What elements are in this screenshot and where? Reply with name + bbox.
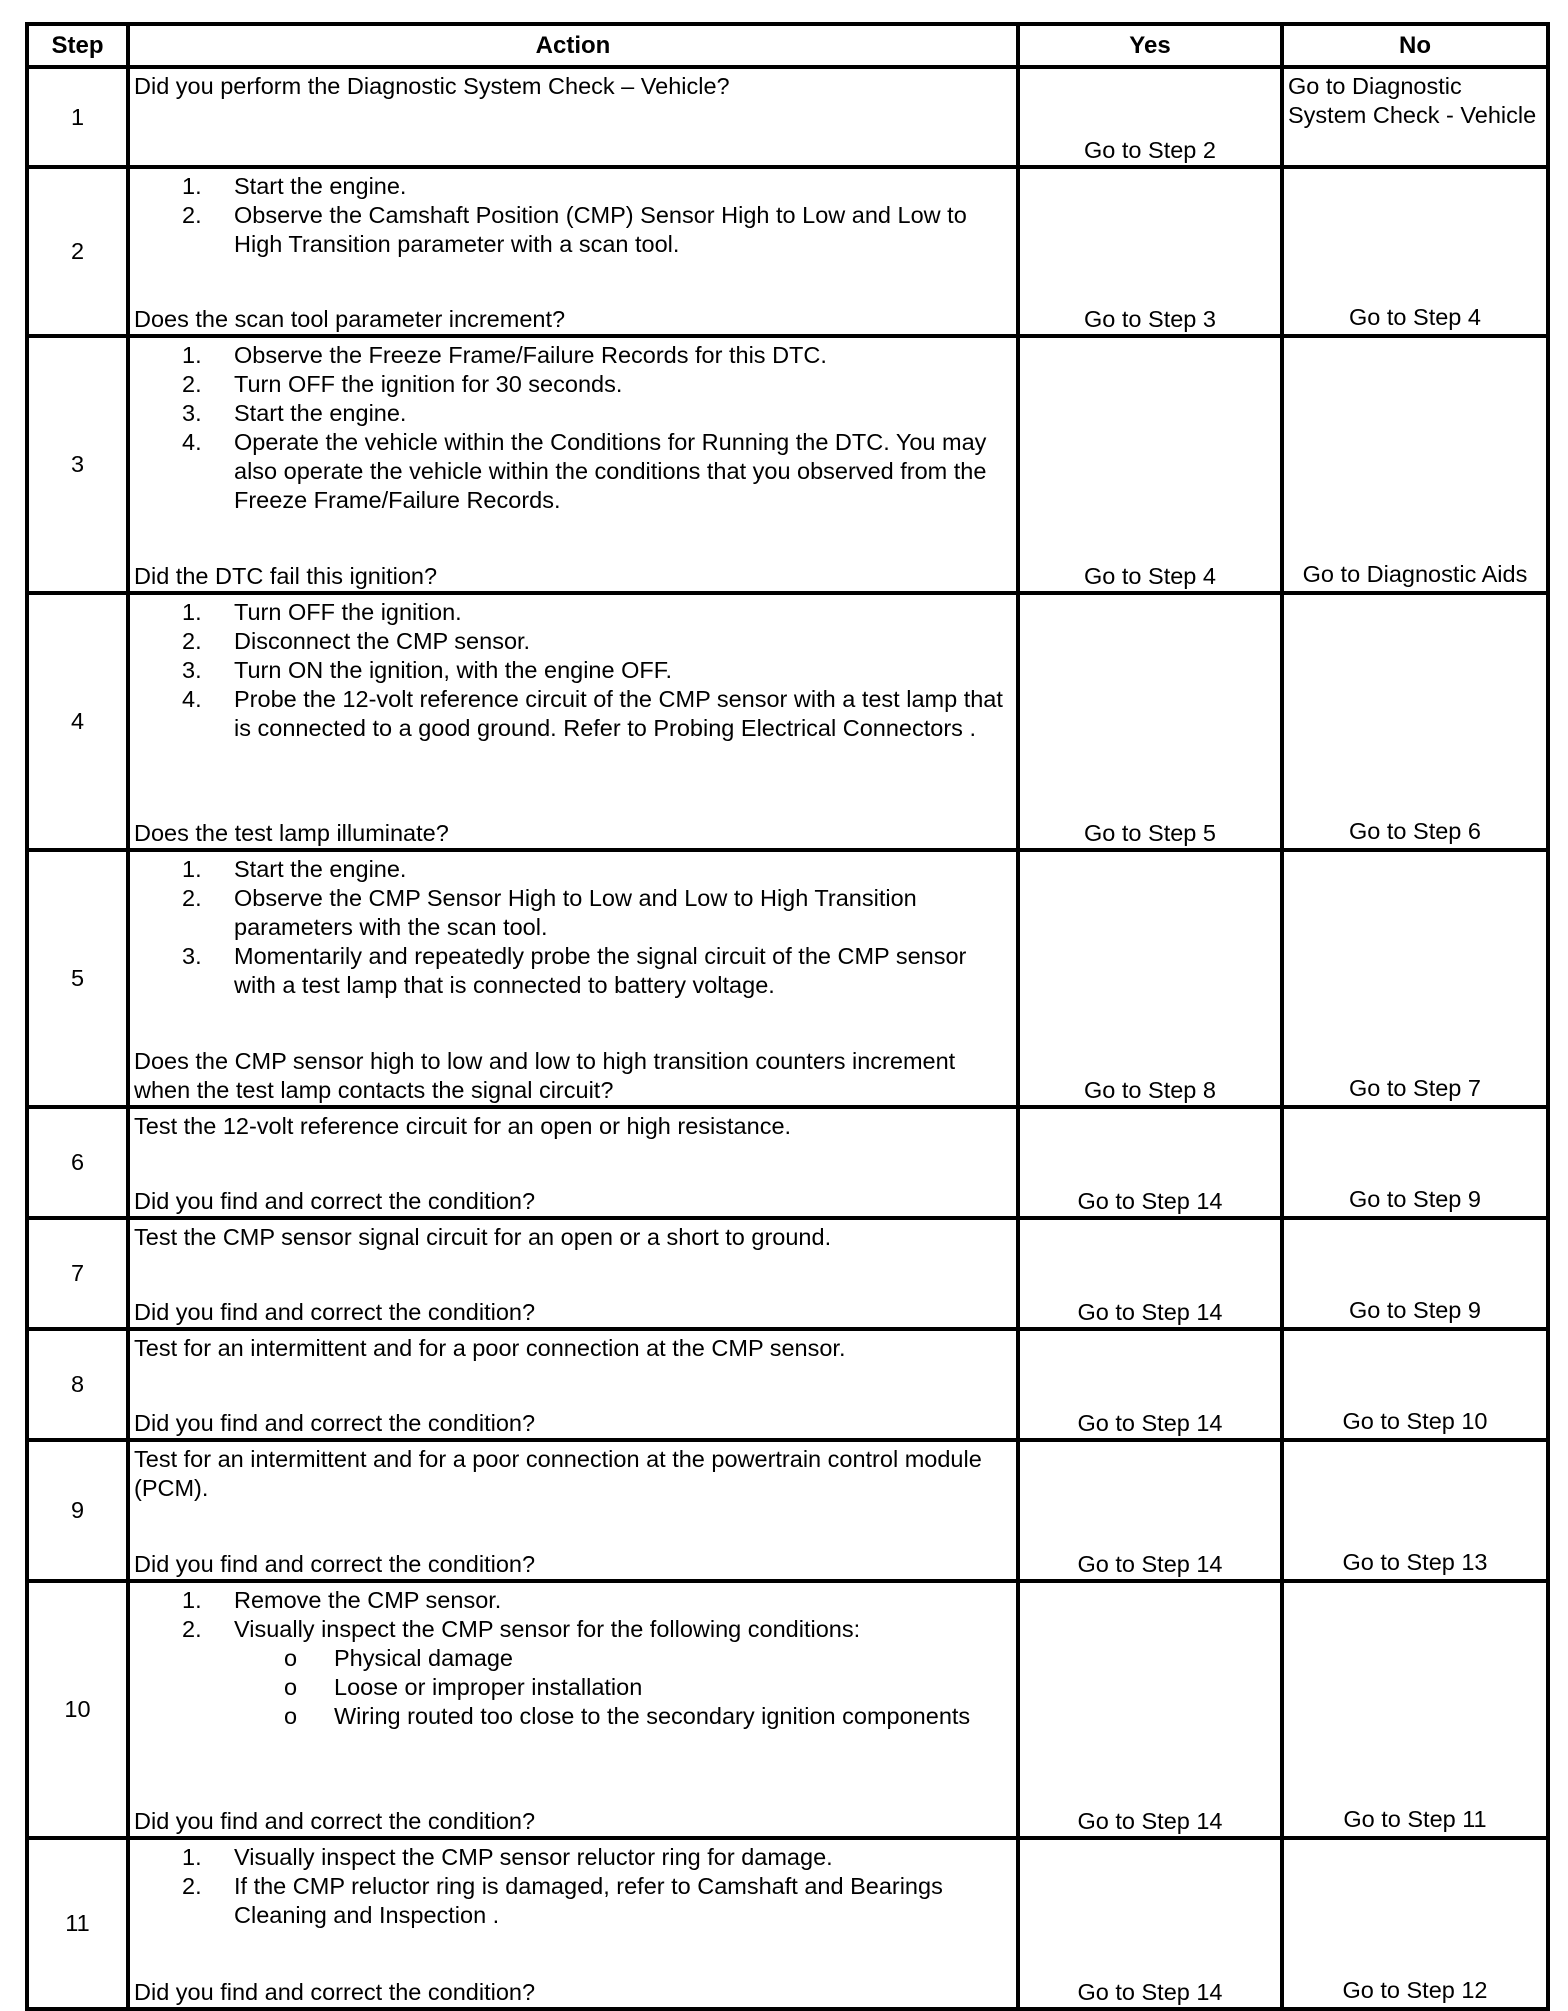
action-steps xyxy=(134,855,1008,1000)
step-item-number: 3. xyxy=(182,943,202,969)
step-item-text: Visually inspect the CMP sensor for the following conditions: xyxy=(234,1616,861,1642)
no-cell: Go to Step 9 xyxy=(1282,1107,1548,1218)
step-item-number: 1. xyxy=(182,1844,202,1870)
step-number: 9 xyxy=(27,1440,128,1581)
no-cell: Go to Step 11 xyxy=(1282,1581,1548,1838)
action-intro: Did you perform the Diagnostic System Check – Vehicle? xyxy=(134,73,730,99)
action-substep xyxy=(234,1644,1008,1673)
step-item-number: 4. xyxy=(182,686,202,712)
no-cell: Go to Step 10 xyxy=(1282,1329,1548,1440)
yes-cell: Go to Step 14 xyxy=(1018,1218,1282,1329)
step-number: 3 xyxy=(27,336,128,593)
step-number: 10 xyxy=(27,1581,128,1838)
action-step xyxy=(134,855,1008,884)
step-item-text: Turn OFF the ignition for 30 seconds. xyxy=(234,371,623,397)
step-item-number: 4. xyxy=(182,429,202,455)
action-cell xyxy=(128,1440,1018,1581)
step-number: 7 xyxy=(27,1218,128,1329)
bullet-icon: o xyxy=(284,1674,298,1700)
bullet-icon: o xyxy=(284,1703,298,1729)
action-cell xyxy=(128,1218,1018,1329)
substep-text: Loose or improper installation xyxy=(334,1674,643,1700)
action-cell xyxy=(128,167,1018,336)
step-item-text: Remove the CMP sensor. xyxy=(234,1587,502,1613)
action-intro: Test for an intermittent and for a poor connection at the powertrain control module (PCM). xyxy=(134,1446,982,1501)
step-item-text: Turn OFF the ignition. xyxy=(234,599,462,625)
action-cell xyxy=(128,67,1018,167)
action-question: Does the test lamp illuminate? xyxy=(134,820,449,846)
table-row xyxy=(27,1581,1548,1838)
action-question: Did you find and correct the condition? xyxy=(134,1551,536,1577)
step-number: 5 xyxy=(27,850,128,1107)
action-step xyxy=(134,1843,1008,1872)
action-step xyxy=(134,1872,1008,1930)
step-item-text: Start the engine. xyxy=(234,856,407,882)
step-item-number: 2. xyxy=(182,371,202,397)
yes-cell: Go to Step 2 xyxy=(1018,67,1282,167)
table-row xyxy=(27,1218,1548,1329)
step-item-text: Momentarily and repeatedly probe the signal circuit of the CMP sensor with a test lamp that is connected to battery voltage. xyxy=(234,943,967,998)
table-row xyxy=(27,1329,1548,1440)
action-cell xyxy=(128,336,1018,593)
step-item-number: 1. xyxy=(182,173,202,199)
step-item-text: Start the engine. xyxy=(234,400,407,426)
header-step: Step xyxy=(27,24,128,67)
action-step xyxy=(134,1586,1008,1615)
action-step xyxy=(134,942,1008,1000)
action-cell xyxy=(128,850,1018,1107)
step-item-text: Probe the 12-volt reference circuit of the CMP sensor with a test lamp that is connected to a good ground. Refer to Probing Electrical Connectors . xyxy=(234,686,1003,741)
step-number: 1 xyxy=(27,67,128,167)
bullet-icon: o xyxy=(284,1645,298,1671)
action-question: Did you find and correct the condition? xyxy=(134,1808,536,1834)
yes-cell: Go to Step 4 xyxy=(1018,336,1282,593)
table-row xyxy=(27,1440,1548,1581)
action-question: Did you find and correct the condition? xyxy=(134,1188,536,1214)
action-cell xyxy=(128,1581,1018,1838)
action-steps xyxy=(134,341,1008,515)
step-item-number: 2. xyxy=(182,628,202,654)
action-step xyxy=(134,428,1008,515)
action-steps xyxy=(134,1586,1008,1644)
action-question: Did you find and correct the condition? xyxy=(134,1979,536,2005)
step-item-text: Disconnect the CMP sensor. xyxy=(234,628,531,654)
action-question: Did you find and correct the condition? xyxy=(134,1410,536,1436)
action-question: Did you find and correct the condition? xyxy=(134,1299,536,1325)
table-row xyxy=(27,167,1548,336)
action-step xyxy=(134,656,1008,685)
substep-text: Physical damage xyxy=(334,1645,513,1671)
step-item-text: Visually inspect the CMP sensor reluctor ring for damage. xyxy=(234,1844,833,1870)
header-yes: Yes xyxy=(1018,24,1282,67)
step-number: 4 xyxy=(27,593,128,850)
step-item-text: Observe the CMP Sensor High to Low and Low to High Transition parameters with the scan tool. xyxy=(234,885,917,940)
step-item-number: 1. xyxy=(182,599,202,625)
table-row xyxy=(27,1838,1548,2009)
action-intro: Test the 12-volt reference circuit for an open or high resistance. xyxy=(134,1113,792,1139)
action-step xyxy=(134,1615,1008,1644)
step-item-number: 2. xyxy=(182,1873,202,1899)
table-row xyxy=(27,1107,1548,1218)
step-item-text: Start the engine. xyxy=(234,173,407,199)
step-item-text: Observe the Camshaft Position (CMP) Sensor High to Low and Low to High Transition parameter with a scan tool. xyxy=(234,202,967,257)
step-item-number: 1. xyxy=(182,1587,202,1613)
table-row xyxy=(27,850,1548,1107)
step-item-number: 3. xyxy=(182,657,202,683)
no-cell: Go to Diagnostic System Check - Vehicle xyxy=(1282,67,1548,167)
action-step xyxy=(134,685,1008,743)
action-step xyxy=(134,627,1008,656)
action-intro: Test the CMP sensor signal circuit for an open or a short to ground. xyxy=(134,1224,832,1250)
step-item-text: Observe the Freeze Frame/Failure Records for this DTC. xyxy=(234,342,827,368)
action-intro: Test for an intermittent and for a poor connection at the CMP sensor. xyxy=(134,1335,846,1361)
no-cell: Go to Step 7 xyxy=(1282,850,1548,1107)
no-cell: Go to Diagnostic Aids xyxy=(1282,336,1548,593)
step-item-text: Operate the vehicle within the Conditions for Running the DTC. You may also operate the vehicle within the conditions that you observed from the Freeze Frame/Failure Records. xyxy=(234,429,987,513)
step-item-number: 1. xyxy=(182,856,202,882)
header-row xyxy=(27,24,1548,67)
header-no: No xyxy=(1282,24,1548,67)
step-number: 6 xyxy=(27,1107,128,1218)
action-step xyxy=(134,201,1008,259)
action-step xyxy=(134,172,1008,201)
table-row xyxy=(27,593,1548,850)
table-row xyxy=(27,67,1548,167)
action-substeps xyxy=(134,1644,1008,1731)
action-step xyxy=(134,884,1008,942)
diagnostic-table xyxy=(25,22,1550,2011)
no-cell: Go to Step 13 xyxy=(1282,1440,1548,1581)
yes-cell: Go to Step 14 xyxy=(1018,1440,1282,1581)
action-step xyxy=(134,598,1008,627)
step-number: 11 xyxy=(27,1838,128,2009)
action-cell xyxy=(128,1838,1018,2009)
action-cell xyxy=(128,593,1018,850)
action-substep xyxy=(234,1702,1008,1731)
action-question: Does the CMP sensor high to low and low to high transition counters increment when the test lamp contacts the signal circuit? xyxy=(134,1048,956,1103)
yes-cell: Go to Step 5 xyxy=(1018,593,1282,850)
step-item-number: 2. xyxy=(182,1616,202,1642)
step-number: 8 xyxy=(27,1329,128,1440)
no-cell: Go to Step 12 xyxy=(1282,1838,1548,2009)
action-steps xyxy=(134,1843,1008,1930)
table-row xyxy=(27,336,1548,593)
action-cell xyxy=(128,1107,1018,1218)
step-item-text: Turn ON the ignition, with the engine OFF. xyxy=(234,657,673,683)
yes-cell: Go to Step 8 xyxy=(1018,850,1282,1107)
action-step xyxy=(134,341,1008,370)
no-cell: Go to Step 4 xyxy=(1282,167,1548,336)
step-item-number: 3. xyxy=(182,400,202,426)
yes-cell: Go to Step 3 xyxy=(1018,167,1282,336)
action-step xyxy=(134,399,1008,428)
action-question: Did the DTC fail this ignition? xyxy=(134,563,438,589)
no-cell: Go to Step 9 xyxy=(1282,1218,1548,1329)
action-cell xyxy=(128,1329,1018,1440)
yes-cell: Go to Step 14 xyxy=(1018,1838,1282,2009)
yes-cell: Go to Step 14 xyxy=(1018,1107,1282,1218)
action-substep xyxy=(234,1673,1008,1702)
yes-cell: Go to Step 14 xyxy=(1018,1581,1282,1838)
step-number: 2 xyxy=(27,167,128,336)
substep-text: Wiring routed too close to the secondary ignition components xyxy=(334,1703,971,1729)
action-step xyxy=(134,370,1008,399)
no-cell: Go to Step 6 xyxy=(1282,593,1548,850)
action-steps xyxy=(134,598,1008,743)
action-steps xyxy=(134,172,1008,259)
yes-cell: Go to Step 14 xyxy=(1018,1329,1282,1440)
header-action: Action xyxy=(128,24,1018,67)
action-question: Does the scan tool parameter increment? xyxy=(134,306,566,332)
step-item-text: If the CMP reluctor ring is damaged, refer to Camshaft and Bearings Cleaning and Inspection . xyxy=(234,1873,943,1928)
step-item-number: 1. xyxy=(182,342,202,368)
step-item-number: 2. xyxy=(182,202,202,228)
step-item-number: 2. xyxy=(182,885,202,911)
